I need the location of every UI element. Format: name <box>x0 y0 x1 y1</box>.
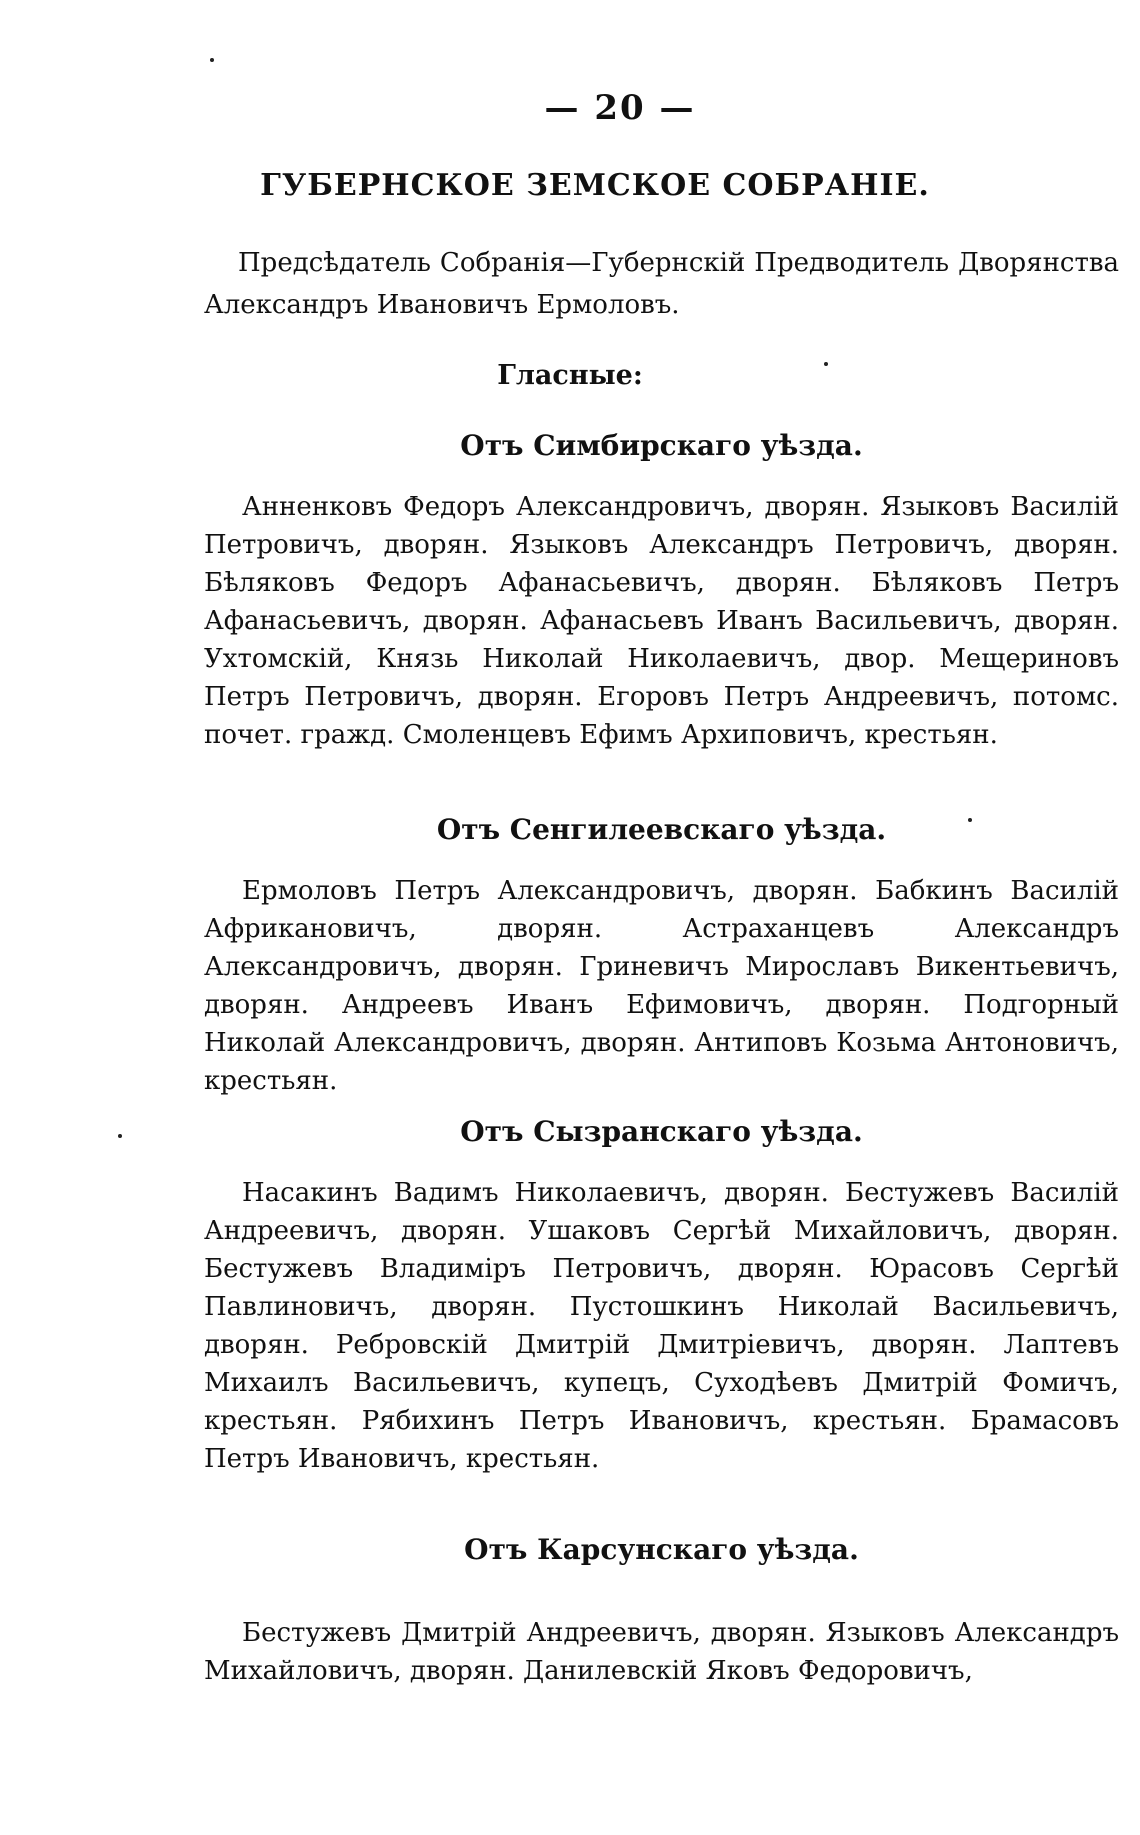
page-title: ГУБЕРНСКОЕ ЗЕМСКОЕ СОБРАНІЕ. <box>260 168 930 203</box>
section-entries: Ермоловъ Петръ Александровичъ, дворян. Бабкинъ Василій Африкановичъ, дворян. Астраханцевъ Александръ Александровичъ, дворян. Гриневичъ Мирославъ Викентьевичъ, дворян. Андреевъ Иванъ Ефимовичъ, дворян. Подгорный Николай Александровичъ, дворян. Антиповъ Козьма Антоновичъ, крестьян. <box>204 876 1119 1096</box>
section-heading: Отъ Сенгилеевскаго уѣзда. <box>436 813 887 846</box>
section-entries: Насакинъ Вадимъ Николаевичъ, дворян. Бестужевъ Василій Андреевичъ, дворян. Ушаковъ Сергѣй Михайловичъ, дворян. Бестужевъ Владиміръ Петровичъ, дворян. Юрасовъ Сергѣй Павлиновичъ, дворян. Пустошкинъ Николай Васильевичъ, дворян. Ребровскій Дмитрій Дмитріевичъ, дворян. Лаптевъ Михаилъ Васильевичъ, купецъ, Суходѣевъ Дмитрій Фомичъ, крестьян. Рябихинъ Петръ Ивановичъ, крестьян. Брамасовъ Петръ Ивановичъ, крестьян. <box>204 1178 1119 1474</box>
print-speck <box>118 1134 122 1138</box>
section-heading: Отъ Карсунскаго уѣзда. <box>464 1533 859 1566</box>
glasnye-heading: Гласные: <box>497 360 643 391</box>
section-karsun <box>204 1530 1119 1690</box>
section-heading: Отъ Симбирскаго уѣзда. <box>460 429 863 462</box>
section-heading: Отъ Сызранскаго уѣзда. <box>460 1115 863 1148</box>
print-speck <box>968 818 972 822</box>
section-simbirsk <box>204 426 1119 754</box>
section-syzran <box>204 1112 1119 1478</box>
chairman-paragraph: Предсѣдатель Собранія—Губернскій Предводитель Дворянства Александръ Ивановичъ Ермоловъ. <box>204 248 1119 320</box>
print-speck <box>210 58 214 62</box>
print-speck <box>824 362 828 366</box>
section-sengilei <box>204 810 1119 1100</box>
section-entries: Анненковъ Федоръ Александровичъ, дворян. Языковъ Василій Петровичъ, дворян. Языковъ Александръ Петровичъ, дворян. Бѣляковъ Федоръ Афанасьевичъ, дворян. Бѣляковъ Петръ Афанасьевичъ, дворян. Афанасьевъ Иванъ Васильевичъ, дворян. Ухтомскій, Князь Николай Николаевичъ, двор. Мещериновъ Петръ Петровичъ, дворян. Егоровъ Петръ Андреевичъ, потомс. почет. гражд. Смоленцевъ Ефимъ Архиповичъ, крестьян. <box>204 492 1119 750</box>
section-entries: Бестужевъ Дмитрій Андреевичъ, дворян. Языковъ Александръ Михайловичъ, дворян. Данилевскій Яковъ Федоровичъ, <box>204 1618 1119 1686</box>
page-number: — 20 — <box>544 88 696 128</box>
